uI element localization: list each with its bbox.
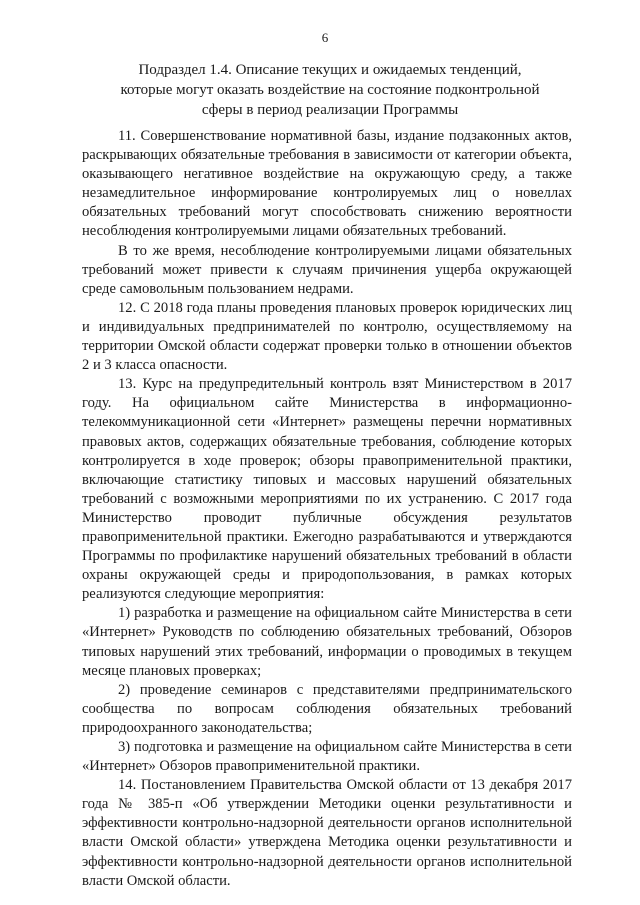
paragraph-11: 11. Совершенствование нормативной базы, издание подзаконных актов, раскрывающих обязательные требования в зависимости от категории объекта, оказывающего негативное воздействие на окружающую среду, а также незамедлительное информирование контролируемых лиц о новеллах обязательных требований могут способствовать снижению вероятности несоблюдения контролируемыми лицами обязательных требований. (82, 128, 572, 240)
heading-line-3: сферы в период реализации Программы (201, 102, 459, 118)
list-item-2: 2) проведение семинаров с представителями предпринимательского сообщества по вопросам соблюдения обязательных требований природоохранного законодательства; (82, 681, 572, 736)
heading-line-2: которые могут оказать воздействие на состояние подконтрольной (120, 82, 540, 98)
body-text (82, 127, 572, 891)
heading-line-1: Подраздел 1.4. Описание текущих и ожидаемых тенденций, (138, 62, 522, 78)
section-heading (120, 60, 540, 120)
paragraph-11-continuation: В то же время, несоблюдение контролируемыми лицами обязательных требований может привести к случаям причинения ущерба окружающей среде самовольным пользованием недрами. (82, 242, 572, 297)
list-item-1: 1) разработка и размещение на официальном сайте Министерства в сети «Интернет» Руководств по соблюдению обязательных требований, Обзоров типовых нарушений этих требований, информации о проводимых в текущем месяце плановых проверках; (82, 605, 572, 679)
paragraph-13: 13. Курс на предупредительный контроль взят Министерством в 2017 году. На официальном сайте Министерства в информационно-телекоммуникационной сети «Интернет» размещены перечни нормативных правовых актов, содержащих обязательные требования, соблюдение которых контролируется в ходе проверок; обзоры правоприменительной практики, включающие статистику типовых и массовых нарушений обязательных требований с возможными мероприятиями по их устранению. С 2017 года Министерство проводит публичные обсуждения результатов правоприменительной практики. Ежегодно разрабатываются и утверждаются Программы по профилактике нарушений обязательных требований в области охраны окружающей среды и природопользования, в рамках которых реализуются следующие мероприятия: (82, 376, 572, 603)
paragraph-14: 14. Постановлением Правительства Омской области от 13 декабря 2017 года № 385-п «Об утверждении Методики оценки результативности и эффективности контрольно-надзорной деятельности органов исполнительной власти Омской области» утверждена Методика оценки результативности и эффективности контрольно-надзорной деятельности органов исполнительной власти Омской области. (82, 777, 572, 889)
list-item-3: 3) подготовка и размещение на официальном сайте Министерства в сети «Интернет» Обзоров правоприменительной практики. (82, 739, 572, 775)
page-number: 6 (321, 30, 329, 45)
paragraph-12: 12. С 2018 года планы проведения плановых проверок юридических лиц и индивидуальных предпринимателей по контролю, осуществляемому на территории Омской области содержат проверки только в отношении объектов 2 и 3 класса опасности. (82, 299, 572, 374)
